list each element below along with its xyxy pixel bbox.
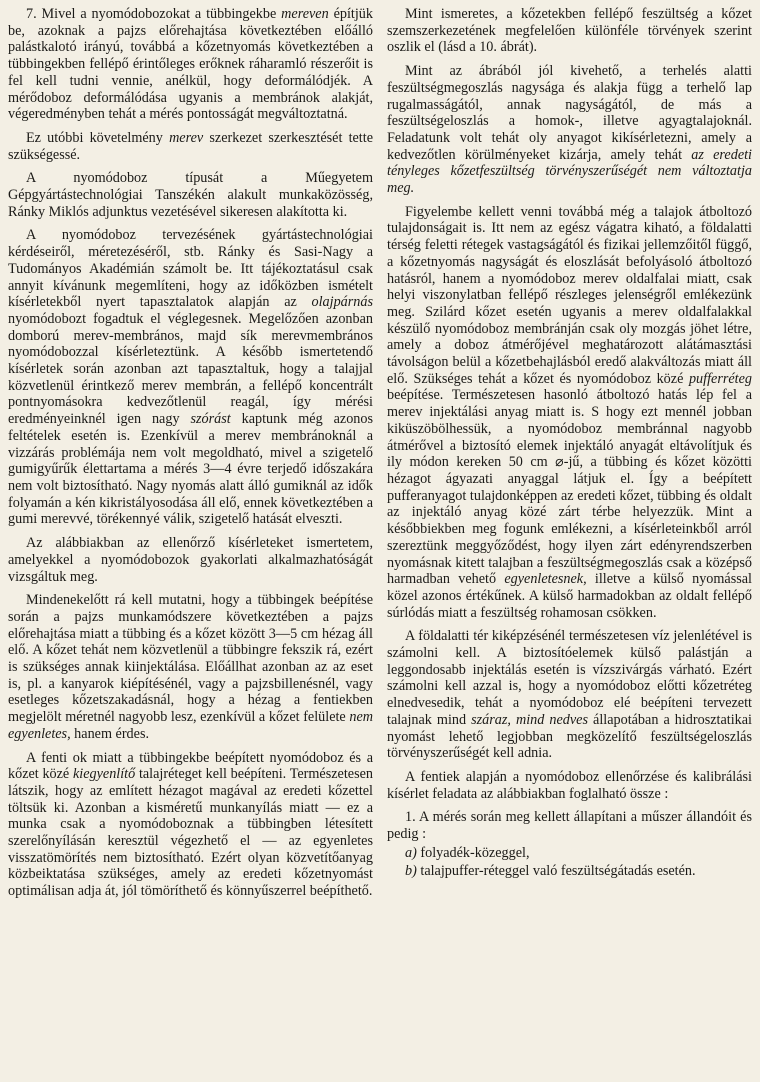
- left-column: [8, 6, 373, 1078]
- paragraph: Mindenekelőtt rá kell mutatni, hogy a tübbingek beépítése során a pajzs munkamódszere következtében a pajzs előrehajtása miatt a tübbing és a kőzet között 3—5 cm hézag áll elő. A kőzet tehát nem közvetlenül a tübbingre fekszik rá, ezért is szükséges annak kiinjektálása. Előállhat azonban az az eset is, pl. a kanyarok kiépítésénél, vagy a pajzsbillenésnél, vagy esetleges kőzetszakadásnál, hogy a hézag a fentiekben megjelölt méretnél nagyobb lesz, ezenkívül a kőzet felülete nem egyenletes, hanem érdes.: [8, 592, 373, 742]
- list-item: b) talajpuffer-réteggel való feszültségátadás esetén.: [405, 863, 696, 880]
- paragraph: 7. Mivel a nyomódobozokat a tübbingekbe mereven építjük be, azoknak a pajzs előrehajtása következtében előálló palástkalotó irányú, továbbá a kőzetnyomás következtében a tübbingekben fellépő érintőleges erőknek ráharamló részerőit is fel kell tudni vennie, anélkül, hogy deformálódjék. A mérődoboz deformálódása ugyanis a membránok alakját, végeredményben tehát a mérés pontosságát megváltoztatná.: [8, 6, 373, 123]
- paragraph: Mint az ábrából jól kivehető, a terhelés alatti feszültségmegoszlás nagysága és alakja függ a terhelő lap rugalmasságától, annak nagyságától, de más a feszültségeloszlás a homok-, illetve agyagtalajoknál. Feladatunk volt tehát oly anyagot kikísérletezni, amely a kedvezőtlen körülményeket kizárja, amely tehát az eredeti tényleges kőzetfeszültség törvényszerűségét nem változtatja meg.: [387, 63, 752, 197]
- paragraph: Mint ismeretes, a kőzetekben fellépő feszültség a kőzet szemszerkezetének megfelelően különféle törvények szerint oszlik el (lásd a 10. ábrát).: [387, 6, 752, 56]
- paragraph: A nyomódoboz tervezésének gyártástechnológiai kérdéseiről, méretezéséről, stb. Ránky és Sasi-Nagy a Tudományos Akadémián számolt be. Itt tájékoztatásul csak annyit kívánunk megemlíteni, hogy az időközben ismételt kísérletekből nyert tapasztalatok alapján az olajpárnás nyomódobozt fogadtuk el véglegesnek. Megelőzően azonban domború merev-membrános, majd sík merevmembrános nyomódobozzal kísérleteztünk. A később ismertetendő kísérletek során azonban azt tapasztaltuk, hogy a talajjal közvetlenül érintkező merev membrán, a fellépő koncentrált pontnyomásokra kedvezőtlenül reagál, így mérési eredményeinknél igen nagy szórást kaptunk még azonos feltételek esetén is. Ezenkívül a merev membránoknál a vizzárás problémája nem volt megoldható, mivel a szigetelő gumigyűrűk élettartama a mérés 3—4 évre terjedő időszakára nem volt biztosítható. Nagy nyomás alatt álló gumiknál az idők folyamán a kén kikristályosodása áll elő, ennek következtében a gumi merevvé, törékennyé válik, szigetelő hatását elveszti.: [8, 227, 373, 528]
- paragraph: A nyomódoboz típusát a Műegyetem Gépgyártástechnológiai Tanszékén alakult munkaközösség, Ránky Miklós adjunktus vezetésével sikeresen alakította ki.: [8, 170, 373, 220]
- paragraph: Az alábbiakban az ellenőrző kísérleteket ismertetem, amelyekkel a nyomódobozok gyakorlati alkalmazhatóságát vizsgáltuk meg.: [8, 535, 373, 585]
- paragraph: A fentiek alapján a nyomódoboz ellenőrzése és kalibrálási kísérlet feladata az alábbiakban foglalható össze :: [387, 768, 752, 802]
- right-column: [387, 6, 752, 1078]
- paragraph: Figyelembe kellett venni továbbá még a talajok átboltozó tulajdonságait is. Itt nem az egész vágatra kiható, a földalatti térség feletti rétegek vastagságától és fizikai jellemzőitől függő, a kőzetnyomás nagyságát és eloszlását befolyásoló átboltozó hatásról, hanem a nyomódoboz merev oldalfalai miatt, csak helyi viszonylatban fellépő részleges jelenségről emlékezünk meg. Szilárd kőzet esetén ugyanis a merev oldalfalakkal készülő nyomódoboz membránján csak oly mozgás jöhet létre, amely a doboz átmérőjével meghatározott alátámasztási távolságon belül a kőzetbehajlásból eredő alakváltozás miatt áll elő. Szükséges tehát a kőzet és nyomódoboz közé pufferréteg beépítése. Természetesen hasonló átboltozó hatás lép fel a merev injektálási anyag miatt is. S hogy ezt mennél jobban kiküszöbölhessük, a nyomódoboz membránnal nagyobb átmérővel a biztosító elemek injektáló anyagát eltávolítjuk és ily módon kereken 50 cm ⌀-jű, a tübbing és kőzet közötti hézagot ágyazati anyaggal látjuk el. Így a beépített pufferanyagot tulajdonképpen az eredeti kőzet, tübbing és oldalt az injektáló anyag közé zárt térbe helyezzük. Mint a későbbiekben meg fogunk emlékezni, a kísérleteinkből arról szereztünk meggyőződést, hogy ilyen zárt edényrendszerben nyomásnak kitett talajban a feszültségmegoszlás csak a középső harmadban vehető egyenletesnek, illetve a külső nyomással közel azonos értékűnek. A külső harmadokban az oldalt fellépő súrlódás miatt a feszültség rohamosan csökken.: [387, 203, 752, 621]
- list-item: a) folyadék-közeggel,: [405, 844, 530, 861]
- paragraph: A földalatti tér kiképzésénél természetesen víz jelenlétével is számolni kell. A biztosítóelemek külső palástján a leggondosabb injektálás esetén is vízszivárgás várható. Ezért számolni kell azzal is, hogy a nyomódoboz előtti kőzetréteg elnedvesedik, tehát a nyomódoboz elé beépíteni tervezett talajnak mind száraz, mind nedves állapotában a hidrosztatikai nyomást lehető legjobban megközelítő feszültségeloszlás törvényszerűségét kell adnia.: [387, 628, 752, 762]
- list-item: 1. A mérés során meg kellett állapítani a műszer állandóit és pedig :: [387, 809, 752, 843]
- paragraph: A fenti ok miatt a tübbingekbe beépített nyomódoboz és a kőzet közé kiegyenlítő talajréteget kell beépíteni. Természetesen látszik, hogy az említett hézagot magával az eredeti kőzettel töltsük ki. Azonban a kisméretű munkanyílás miatt — ez a munka csak a nyomódoboznak a tübbingben létesített szerelőnyílásán keresztül végezhető el — az egyenletes visszatömörítés nem biztosítható. Ezért olyan közvetítőanyag közbeiktatása szükséges, amely az eredeti kőzetnyomást optimálisan adja át, jól tömöríthető és könnyűszerrel beépíthető.: [8, 749, 373, 900]
- paragraph: Ez utóbbi követelmény merev szerkezet szerkesztését tette szükségessé.: [8, 129, 373, 163]
